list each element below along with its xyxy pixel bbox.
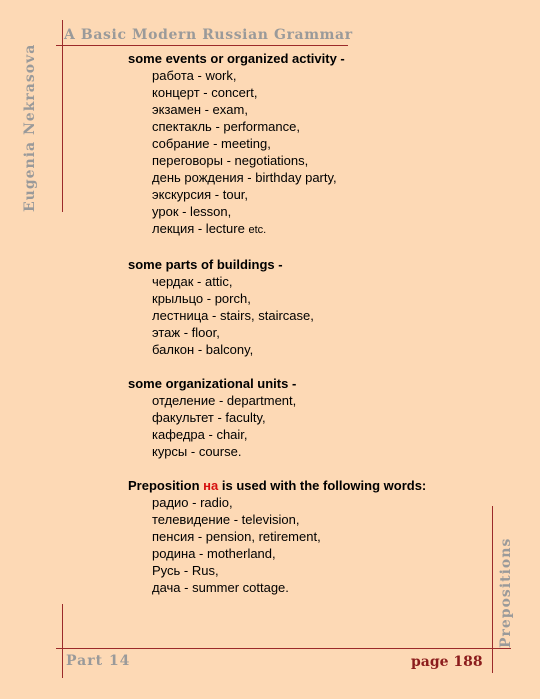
list-item: пенсия - pension, retirement, <box>152 529 321 544</box>
section-buildings <box>128 256 488 358</box>
book-title: A Basic Modern Russian Grammar <box>64 27 353 43</box>
list-item: переговоры - negotiations, <box>152 153 309 168</box>
section-preposition-na <box>128 477 488 596</box>
page-content <box>128 50 488 613</box>
list-item: день рождения - birthday party, <box>152 170 337 185</box>
bottom-rule <box>56 648 511 649</box>
list-item: факультет - faculty, <box>152 410 266 425</box>
list-item: чердак - attic, <box>152 274 233 289</box>
list-item-text: лекция - lecture <box>152 221 245 236</box>
list-item: крыльцо - porch, <box>152 291 251 306</box>
list-item: спектакль - performance, <box>152 119 300 134</box>
bottom-right-vertical-rule <box>492 506 493 673</box>
section-heading: some events or organized activity - <box>128 51 345 66</box>
list-item: родина - motherland, <box>152 546 276 561</box>
list-item <box>128 220 488 239</box>
list-item: отделение - department, <box>152 393 297 408</box>
list-item: радио - radio, <box>152 495 233 510</box>
list-item: кафедра - chair, <box>152 427 248 442</box>
heading-pre: Preposition <box>128 478 200 493</box>
list-item: этаж - floor, <box>152 325 220 340</box>
list-item: телевидение - television, <box>152 512 300 527</box>
list-item: экзамен - exam, <box>152 102 248 117</box>
top-rule <box>56 45 348 46</box>
section-heading: some parts of buildings - <box>128 257 283 272</box>
section-events <box>128 50 488 239</box>
list-item: балкон - balcony, <box>152 342 254 357</box>
author-name: Eugenia Nekrasova <box>22 43 38 212</box>
section-heading: some organizational units - <box>128 376 297 391</box>
chapter-name: Prepositions <box>498 537 514 648</box>
section-organizational-units <box>128 375 488 460</box>
list-item: курсы - course. <box>152 444 242 459</box>
list-item: экскурсия - tour, <box>152 187 249 202</box>
list-item: собрание - meeting, <box>152 136 271 151</box>
etc-suffix: etc. <box>248 224 267 236</box>
list-item: урок - lesson, <box>152 204 232 219</box>
left-rule <box>62 20 63 212</box>
bottom-left-vertical-rule <box>62 604 63 678</box>
page-number: page 188 <box>411 654 483 670</box>
heading-post: is used with the following words: <box>221 478 427 493</box>
list-item: дача - summer cottage. <box>152 580 289 595</box>
list-item: лестница - stairs, staircase, <box>152 308 314 323</box>
section-heading <box>128 477 488 494</box>
list-item: концерт - concert, <box>152 85 258 100</box>
part-label: Part 14 <box>66 653 131 669</box>
preposition-highlight: на <box>203 478 219 493</box>
list-item: Русь - Rus, <box>152 563 219 578</box>
list-item: работа - work, <box>152 68 237 83</box>
